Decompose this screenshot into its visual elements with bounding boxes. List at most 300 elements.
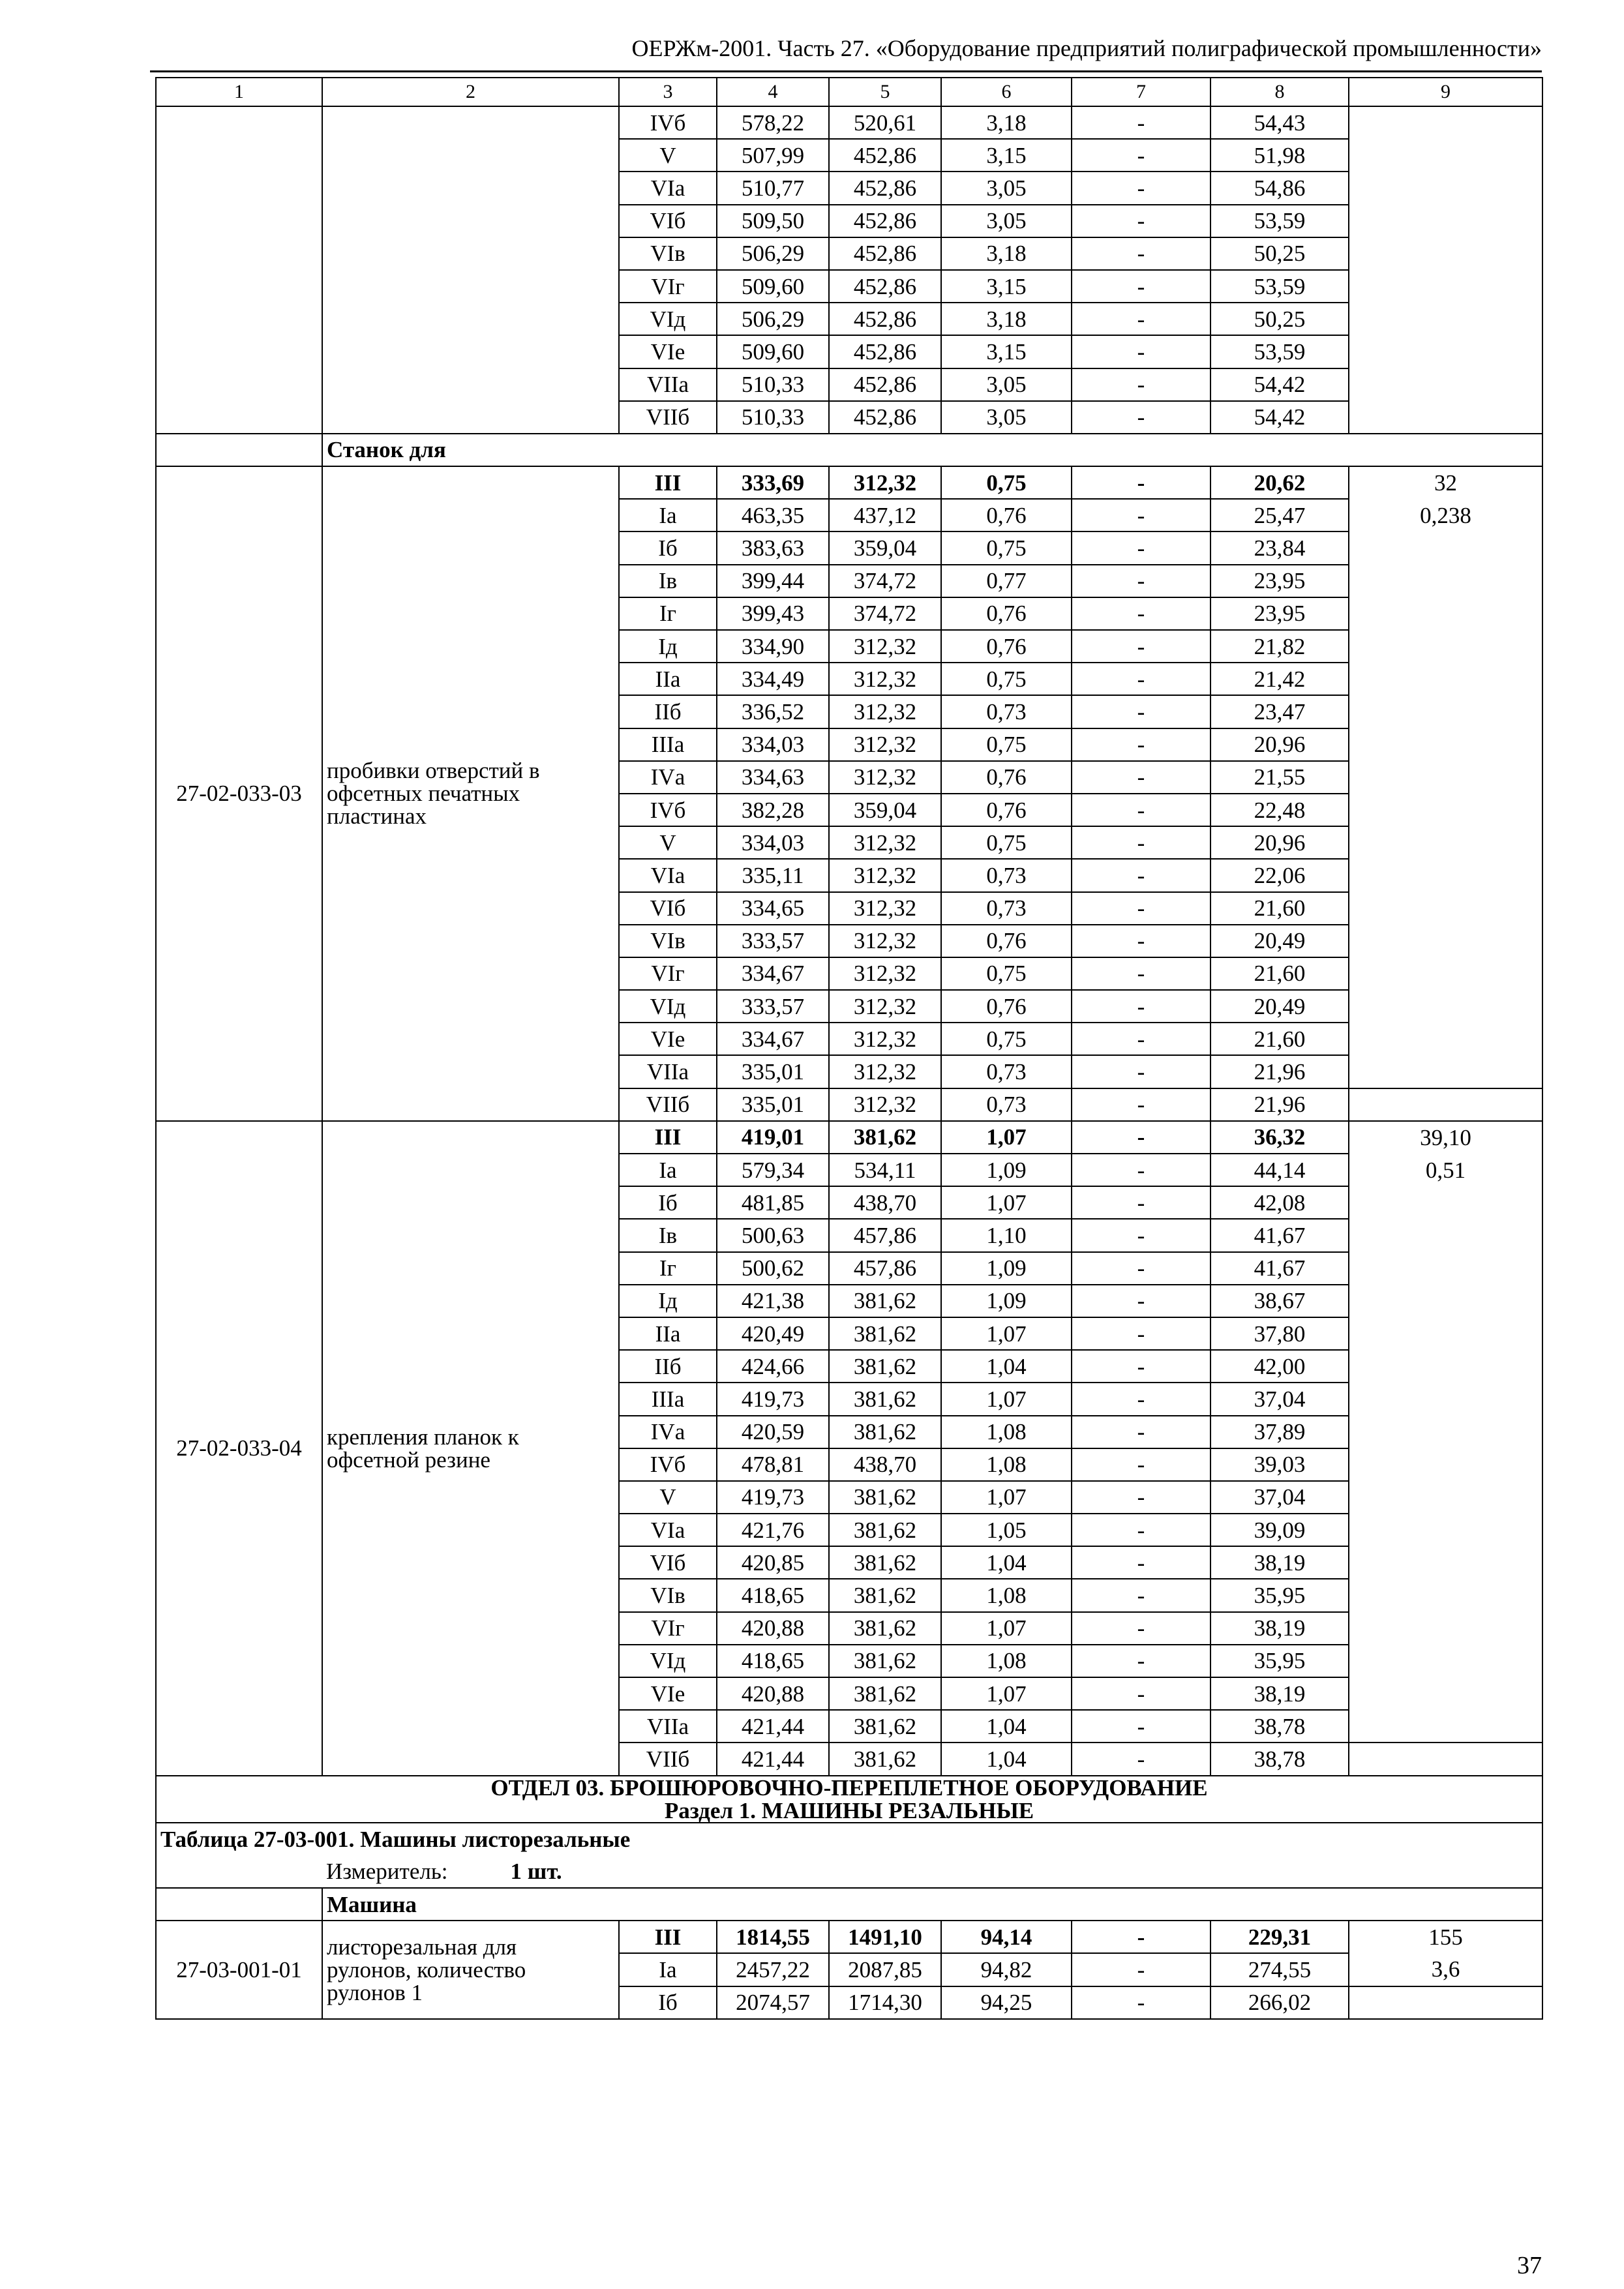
value-cell: 21,96 (1210, 1088, 1349, 1121)
value-cell: - (1072, 1645, 1210, 1677)
value-cell: 420,85 (717, 1546, 829, 1579)
value-cell: - (1072, 695, 1210, 728)
value-cell: 478,81 (717, 1448, 829, 1481)
region-code: VIе (619, 1677, 717, 1710)
measure-row (156, 1855, 1542, 1888)
region-code: IIб (619, 1350, 717, 1383)
note-cell (1349, 663, 1542, 695)
value-cell: - (1072, 1448, 1210, 1481)
value-cell: 38,19 (1210, 1546, 1349, 1579)
value-cell: 312,32 (829, 1088, 941, 1121)
value-cell: 463,35 (717, 499, 829, 531)
value-cell: 457,86 (829, 1219, 941, 1251)
value-cell: 0,76 (941, 761, 1072, 794)
value-cell: 579,34 (717, 1154, 829, 1186)
value-cell: 334,63 (717, 761, 829, 794)
region-code: Iа (619, 499, 717, 531)
region-code: IIIа (619, 1383, 717, 1415)
value-cell: 334,90 (717, 630, 829, 663)
region-code: IIб (619, 695, 717, 728)
value-cell: 334,65 (717, 892, 829, 925)
value-cell: 420,49 (717, 1317, 829, 1350)
value-cell: 520,61 (829, 106, 941, 139)
value-cell: 2457,22 (717, 1953, 829, 1986)
note-cell (1349, 1579, 1542, 1611)
column-number: 1 (156, 78, 322, 106)
region-code: VIе (619, 1023, 717, 1055)
region-code: IVа (619, 761, 717, 794)
value-cell: 509,50 (717, 205, 829, 237)
value-cell: 35,95 (1210, 1645, 1349, 1677)
region-code: V (619, 1481, 717, 1514)
value-cell: 38,19 (1210, 1677, 1349, 1710)
value-cell: - (1072, 794, 1210, 826)
note-cell (1349, 1416, 1542, 1448)
value-cell: - (1072, 630, 1210, 663)
section-heading-row (156, 1888, 1542, 1921)
column-number: 7 (1072, 78, 1210, 106)
value-cell: - (1072, 1186, 1210, 1219)
value-cell: 500,62 (717, 1252, 829, 1285)
value-cell: 381,62 (829, 1285, 941, 1317)
value-cell: 1,07 (941, 1383, 1072, 1415)
value-cell: 312,32 (829, 630, 941, 663)
value-cell: 42,00 (1210, 1350, 1349, 1383)
value-cell: - (1072, 499, 1210, 531)
note-cell (1349, 1710, 1542, 1743)
region-code: III (619, 1121, 717, 1154)
value-cell: 500,63 (717, 1219, 829, 1251)
region-code: VIIб (619, 1088, 717, 1121)
region-code: VIб (619, 892, 717, 925)
value-cell: 452,86 (829, 368, 941, 401)
value-cell: - (1072, 1579, 1210, 1611)
value-cell: 452,86 (829, 270, 941, 303)
note-value: 3,6 (1349, 1953, 1542, 1986)
region-code: VIг (619, 270, 717, 303)
section-heading: Машина (322, 1888, 1542, 1921)
value-cell: 312,32 (829, 1055, 941, 1088)
value-cell: 20,96 (1210, 728, 1349, 761)
value-cell: - (1072, 237, 1210, 270)
value-cell: 25,47 (1210, 499, 1349, 531)
region-code: IIа (619, 663, 717, 695)
value-cell: - (1072, 1710, 1210, 1743)
value-cell: 3,05 (941, 368, 1072, 401)
value-cell: 21,82 (1210, 630, 1349, 663)
region-code: VIб (619, 1546, 717, 1579)
value-cell: 53,59 (1210, 335, 1349, 368)
department-title-row (156, 1776, 1542, 1823)
value-cell: 23,95 (1210, 597, 1349, 630)
description-line: пробивки отверстий в (327, 758, 540, 784)
item-code: 27-02-033-03 (156, 466, 322, 1121)
note-cell (1349, 1481, 1542, 1514)
value-cell: 334,49 (717, 663, 829, 695)
value-cell: 578,22 (717, 106, 829, 139)
value-cell: - (1072, 172, 1210, 204)
note-cell (1349, 1285, 1542, 1317)
value-cell: 312,32 (829, 695, 941, 728)
value-cell: 37,80 (1210, 1317, 1349, 1350)
value-cell: 506,29 (717, 303, 829, 335)
region-code: Iд (619, 630, 717, 663)
value-cell: - (1072, 1219, 1210, 1251)
value-cell: 510,33 (717, 401, 829, 434)
value-cell: 23,84 (1210, 531, 1349, 564)
value-cell: 452,86 (829, 205, 941, 237)
value-cell: 0,75 (941, 531, 1072, 564)
description-line: рулонов 1 (327, 1979, 423, 2005)
value-cell: 335,01 (717, 1055, 829, 1088)
region-code: VIв (619, 925, 717, 957)
value-cell: - (1072, 565, 1210, 597)
item-code: 27-03-001-01 (156, 1921, 322, 2019)
column-number: 2 (322, 78, 619, 106)
region-code: Iг (619, 597, 717, 630)
column-number-row (156, 78, 1542, 106)
value-cell: 312,32 (829, 859, 941, 891)
value-cell: 50,25 (1210, 303, 1349, 335)
value-cell: 35,95 (1210, 1579, 1349, 1611)
note-value: 0,51 (1349, 1154, 1542, 1186)
region-code: Iб (619, 1186, 717, 1219)
value-cell: - (1072, 990, 1210, 1023)
region-code: V (619, 826, 717, 859)
value-cell: - (1072, 270, 1210, 303)
item-description (322, 466, 619, 1121)
value-cell: 336,52 (717, 695, 829, 728)
region-code: VIIб (619, 1743, 717, 1775)
region-code: Iб (619, 1986, 717, 2019)
value-cell: 21,42 (1210, 663, 1349, 695)
description-line: крепления планок к (327, 1424, 519, 1450)
note-cell (1349, 531, 1542, 564)
value-cell: - (1072, 106, 1210, 139)
value-cell: 452,86 (829, 335, 941, 368)
column-number: 9 (1349, 78, 1542, 106)
value-cell: 54,42 (1210, 401, 1349, 434)
value-cell: 21,60 (1210, 1023, 1349, 1055)
section-heading-row (156, 434, 1542, 466)
value-cell: 20,49 (1210, 925, 1349, 957)
value-cell: 0,76 (941, 499, 1072, 531)
value-cell: 312,32 (829, 826, 941, 859)
value-cell: 38,78 (1210, 1710, 1349, 1743)
value-cell: - (1072, 1612, 1210, 1645)
value-cell: 421,44 (717, 1743, 829, 1775)
value-cell: 54,86 (1210, 172, 1349, 204)
value-cell: - (1072, 303, 1210, 335)
value-cell: 0,77 (941, 565, 1072, 597)
description-line: офсетной резине (327, 1446, 490, 1473)
value-cell: 418,65 (717, 1645, 829, 1677)
value-cell: 1,05 (941, 1514, 1072, 1546)
region-code: IVб (619, 794, 717, 826)
value-cell: - (1072, 1023, 1210, 1055)
value-cell: 20,96 (1210, 826, 1349, 859)
region-code: VIIа (619, 368, 717, 401)
region-code: III (619, 1921, 717, 1953)
running-header: ОЕРЖм-2001. Часть 27. «Оборудование предприятий полиграфической промышленности» (631, 35, 1542, 61)
value-cell: - (1072, 1317, 1210, 1350)
region-code: VIб (619, 205, 717, 237)
value-cell: - (1072, 368, 1210, 401)
value-cell: 0,75 (941, 826, 1072, 859)
value-cell: 41,67 (1210, 1219, 1349, 1251)
value-cell: 38,67 (1210, 1285, 1349, 1317)
value-cell: 312,32 (829, 466, 941, 499)
value-cell: 2087,85 (829, 1953, 941, 1986)
region-code: VIа (619, 859, 717, 891)
value-cell: 481,85 (717, 1186, 829, 1219)
value-cell: 399,43 (717, 597, 829, 630)
value-cell: - (1072, 335, 1210, 368)
value-cell: 94,25 (941, 1986, 1072, 2019)
region-code: IVб (619, 1448, 717, 1481)
note-cell (1349, 1612, 1542, 1645)
value-cell: 381,62 (829, 1677, 941, 1710)
value-cell: 38,19 (1210, 1612, 1349, 1645)
value-cell: 510,33 (717, 368, 829, 401)
value-cell: 333,69 (717, 466, 829, 499)
value-cell: 381,62 (829, 1710, 941, 1743)
value-cell: 0,73 (941, 695, 1072, 728)
region-code: Iд (619, 1285, 717, 1317)
value-cell: 3,18 (941, 303, 1072, 335)
description-line: листорезальная для (327, 1934, 517, 1960)
value-cell: 312,32 (829, 990, 941, 1023)
value-cell: 3,15 (941, 335, 1072, 368)
section-heading: Станок для (322, 434, 1542, 466)
value-cell: 374,72 (829, 565, 941, 597)
value-cell: - (1072, 859, 1210, 891)
value-cell: 1,08 (941, 1448, 1072, 1481)
value-cell: - (1072, 1252, 1210, 1285)
value-cell: 53,59 (1210, 270, 1349, 303)
value-cell: - (1072, 466, 1210, 499)
value-cell: 1,07 (941, 1186, 1072, 1219)
note-cell (1349, 1677, 1542, 1710)
value-cell: - (1072, 663, 1210, 695)
value-cell: 0,76 (941, 925, 1072, 957)
measure-label: Измеритель: (326, 1858, 448, 1884)
value-cell: 3,05 (941, 401, 1072, 434)
value-cell: 94,82 (941, 1953, 1072, 1986)
value-cell: 382,28 (717, 794, 829, 826)
value-cell: - (1072, 1546, 1210, 1579)
value-cell: 381,62 (829, 1546, 941, 1579)
value-cell: 1,04 (941, 1546, 1072, 1579)
value-cell: - (1072, 139, 1210, 172)
value-cell: 1714,30 (829, 1986, 941, 2019)
region-code: IVб (619, 106, 717, 139)
value-cell: 0,75 (941, 466, 1072, 499)
value-cell: 3,05 (941, 172, 1072, 204)
value-cell: 1,04 (941, 1350, 1072, 1383)
value-cell: - (1072, 1743, 1210, 1775)
value-cell: 420,88 (717, 1612, 829, 1645)
region-code: VIIа (619, 1710, 717, 1743)
column-number: 8 (1210, 78, 1349, 106)
note-cell (1349, 1023, 1542, 1055)
value-cell: 1,09 (941, 1252, 1072, 1285)
region-code: Iб (619, 531, 717, 564)
value-cell: 312,32 (829, 1023, 941, 1055)
value-cell: 229,31 (1210, 1921, 1349, 1953)
region-code: VIа (619, 172, 717, 204)
note-cell (1349, 859, 1542, 891)
value-cell: 38,78 (1210, 1743, 1349, 1775)
value-cell: - (1072, 1514, 1210, 1546)
value-cell: 54,43 (1210, 106, 1349, 139)
region-code: IIIа (619, 728, 717, 761)
value-cell: 266,02 (1210, 1986, 1349, 2019)
note-cell (1349, 1055, 1542, 1088)
value-cell: 381,62 (829, 1645, 941, 1677)
note-cell (1349, 1986, 1542, 2019)
rates-table (155, 77, 1543, 2020)
value-cell: 39,09 (1210, 1514, 1349, 1546)
region-code: IVа (619, 1416, 717, 1448)
value-cell: 381,62 (829, 1317, 941, 1350)
table-row (156, 1921, 1542, 1953)
value-cell: - (1072, 1088, 1210, 1121)
item-description (322, 1121, 619, 1776)
region-code: Iа (619, 1154, 717, 1186)
value-cell: 383,63 (717, 531, 829, 564)
note-cell (1349, 630, 1542, 663)
section-title: Раздел 1. МАШИНЫ РЕЗАЛЬНЫЕ (664, 1797, 1034, 1823)
value-cell: 381,62 (829, 1121, 941, 1154)
value-cell: 419,73 (717, 1481, 829, 1514)
region-code: Iв (619, 1219, 717, 1251)
value-cell: 50,25 (1210, 237, 1349, 270)
item-description (322, 1921, 619, 2019)
value-cell: - (1072, 1481, 1210, 1514)
value-cell: 334,03 (717, 826, 829, 859)
region-code: III (619, 466, 717, 499)
region-code: V (619, 139, 717, 172)
note-cell (1349, 1350, 1542, 1383)
note-value: 32 (1349, 466, 1542, 499)
note-cell (1349, 892, 1542, 925)
value-cell: - (1072, 1986, 1210, 2019)
column-number: 6 (941, 78, 1072, 106)
region-code: VIIа (619, 1055, 717, 1088)
value-cell: 0,73 (941, 1055, 1072, 1088)
value-cell: 457,86 (829, 1252, 941, 1285)
blank-cell (156, 1855, 322, 1888)
value-cell: - (1072, 1416, 1210, 1448)
note-cell (1349, 1743, 1542, 1775)
value-cell: 359,04 (829, 531, 941, 564)
value-cell: 333,57 (717, 925, 829, 957)
note-cell (1349, 597, 1542, 630)
column-number: 5 (829, 78, 941, 106)
note-cell (1349, 565, 1542, 597)
note-value: 155 (1349, 1921, 1542, 1953)
value-cell: 1,07 (941, 1317, 1072, 1350)
region-code: VIг (619, 1612, 717, 1645)
value-cell: 1,08 (941, 1645, 1072, 1677)
value-cell: 94,14 (941, 1921, 1072, 1953)
region-code: VIе (619, 335, 717, 368)
value-cell: 2074,57 (717, 1986, 829, 2019)
region-code: VIд (619, 1645, 717, 1677)
value-cell: - (1072, 728, 1210, 761)
value-cell: 274,55 (1210, 1953, 1349, 1986)
department-title-cell (156, 1776, 1542, 1823)
value-cell: 334,67 (717, 957, 829, 990)
value-cell: - (1072, 1154, 1210, 1186)
value-cell: 39,03 (1210, 1448, 1349, 1481)
value-cell: 424,66 (717, 1350, 829, 1383)
value-cell: 509,60 (717, 335, 829, 368)
value-cell: 381,62 (829, 1481, 941, 1514)
region-code: VIIб (619, 401, 717, 434)
value-cell: 381,62 (829, 1579, 941, 1611)
note-cell (1349, 794, 1542, 826)
value-cell: 37,04 (1210, 1383, 1349, 1415)
value-cell: 312,32 (829, 892, 941, 925)
description-line: пластинах (327, 803, 427, 830)
measure-cell (322, 1855, 1542, 1888)
note-cell (1349, 1186, 1542, 1219)
note-cell (1349, 695, 1542, 728)
note-cell (1349, 761, 1542, 794)
value-cell: 534,11 (829, 1154, 941, 1186)
note-cell (1349, 1448, 1542, 1481)
value-cell: - (1072, 957, 1210, 990)
value-cell: 0,75 (941, 663, 1072, 695)
value-cell: 1814,55 (717, 1921, 829, 1953)
value-cell: 3,18 (941, 106, 1072, 139)
value-cell: 312,32 (829, 761, 941, 794)
page-number: 37 (1517, 2252, 1542, 2279)
value-cell: 437,12 (829, 499, 941, 531)
note-cell (1349, 106, 1542, 434)
value-cell: 1,10 (941, 1219, 1072, 1251)
blank-cell (156, 434, 322, 466)
value-cell: - (1072, 205, 1210, 237)
description-cell (322, 106, 619, 434)
value-cell: 37,89 (1210, 1416, 1349, 1448)
value-cell: 0,73 (941, 892, 1072, 925)
value-cell: - (1072, 761, 1210, 794)
value-cell: 0,75 (941, 957, 1072, 990)
value-cell: - (1072, 1921, 1210, 1953)
note-value: 0,238 (1349, 499, 1542, 531)
value-cell: - (1072, 925, 1210, 957)
value-cell: - (1072, 1055, 1210, 1088)
table-title: Таблица 27-03-001. Машины листорезальные (156, 1823, 1542, 1855)
value-cell: 509,60 (717, 270, 829, 303)
table-row (156, 1121, 1542, 1154)
value-cell: 1491,10 (829, 1921, 941, 1953)
value-cell: 1,07 (941, 1677, 1072, 1710)
value-cell: 333,57 (717, 990, 829, 1023)
value-cell: 37,04 (1210, 1481, 1349, 1514)
value-cell: 20,62 (1210, 466, 1349, 499)
region-code: VIд (619, 990, 717, 1023)
value-cell: 399,44 (717, 565, 829, 597)
value-cell: 421,44 (717, 1710, 829, 1743)
value-cell: - (1072, 1350, 1210, 1383)
column-number: 4 (717, 78, 829, 106)
note-cell (1349, 1645, 1542, 1677)
blank-cell (156, 1888, 322, 1921)
